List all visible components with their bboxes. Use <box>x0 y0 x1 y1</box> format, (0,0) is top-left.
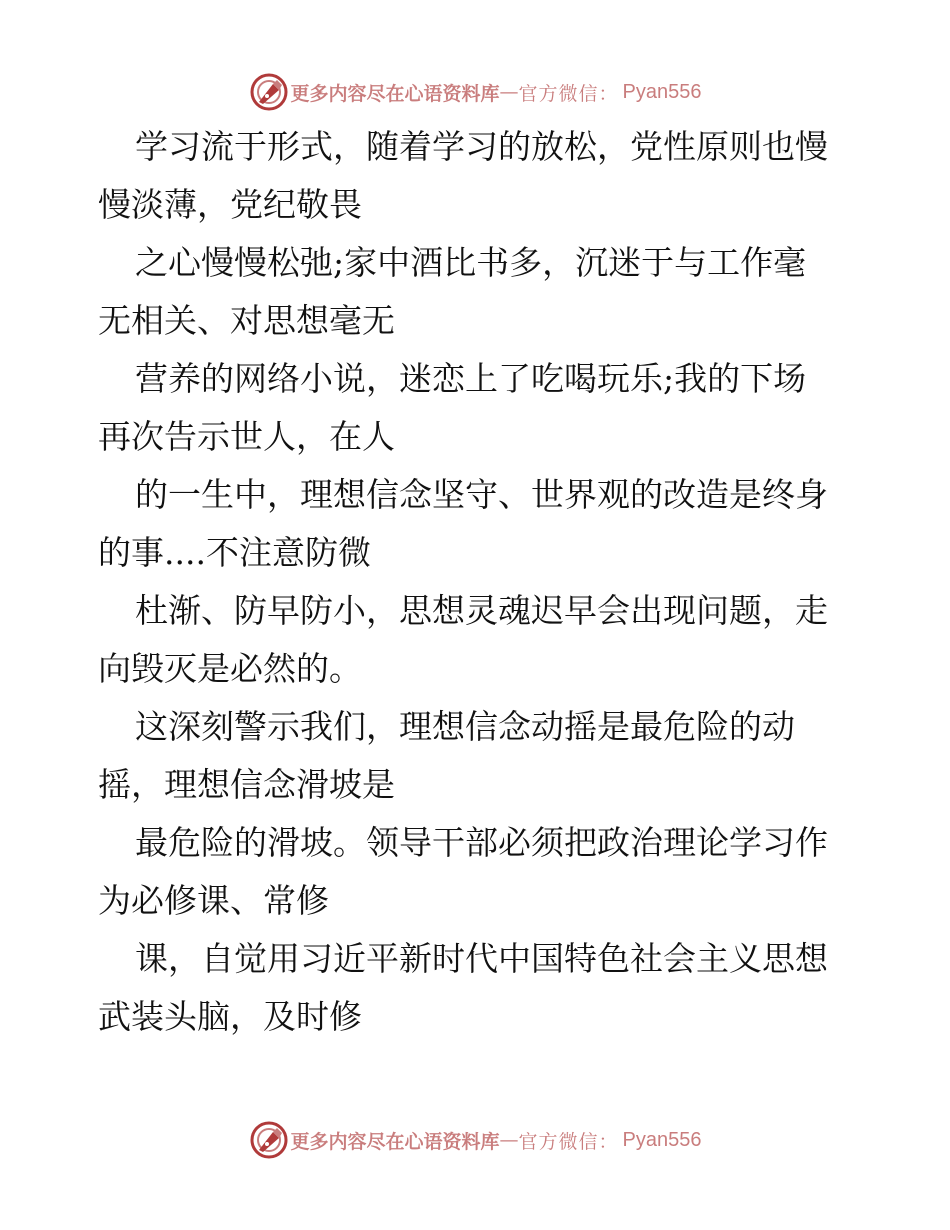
paragraph-line: 之心慢慢松弛;家中酒比书多，沉迷于与工作毫 <box>135 243 807 282</box>
paragraph-line: 的一生中，理想信念坚守、世界观的改造是终身 <box>135 475 828 514</box>
paragraph-line: 课，自觉用习近平新时代中国特色社会主义思想 <box>135 939 828 978</box>
paragraph-1 <box>98 118 858 234</box>
footer-wechat-id: Pyan556 <box>622 1128 702 1151</box>
footer-banner <box>0 1118 950 1162</box>
header-dash: — <box>499 81 519 103</box>
paragraph-line: 慢淡薄，党纪敬畏 <box>98 185 362 224</box>
paragraph-6 <box>98 698 858 814</box>
paragraph-line: 的事....不注意防微 <box>98 533 371 572</box>
pen-nib-logo-icon <box>249 1120 289 1160</box>
paragraph-line: 向毁灭是必然的。 <box>98 649 362 688</box>
paragraph-line: 这深刻警示我们，理想信念动摇是最危险的动 <box>135 707 795 746</box>
paragraph-5 <box>98 582 858 698</box>
paragraph-line: 再次告示世人，在人 <box>98 417 395 456</box>
header-banner <box>0 70 950 114</box>
paragraph-8 <box>98 930 858 1046</box>
paragraph-line: 最危险的滑坡。领导干部必须把政治理论学习作 <box>135 823 828 862</box>
paragraph-line: 学习流于形式，随着学习的放松，党性原则也慢 <box>135 127 828 166</box>
document-body <box>98 118 858 1046</box>
paragraph-line: 杜渐、防早防小，思想灵魂迟早会出现问题，走 <box>135 591 828 630</box>
paragraph-line: 摇，理想信念滑坡是 <box>98 765 395 804</box>
paragraph-line: 武装头脑，及时修 <box>98 997 362 1036</box>
paragraph-line: 无相关、对思想毫无 <box>98 301 395 340</box>
paragraph-line: 为必修课、常修 <box>98 881 329 920</box>
footer-site-text: 更多内容尽在心语资料库 <box>290 1130 500 1153</box>
paragraph-4 <box>98 466 858 582</box>
paragraph-line: 营养的网络小说，迷恋上了吃喝玩乐;我的下场 <box>135 359 807 398</box>
header-wechat-id: Pyan556 <box>622 80 702 103</box>
paragraph-2 <box>98 234 858 350</box>
paragraph-7 <box>98 814 858 930</box>
paragraph-3 <box>98 350 858 466</box>
pen-nib-logo-icon <box>249 72 289 112</box>
header-site-text: 更多内容尽在心语资料库 <box>290 82 500 105</box>
header-wechat-label: 官方微信： <box>518 82 619 105</box>
footer-wechat-label: 官方微信： <box>518 1130 619 1153</box>
footer-dash: — <box>499 1129 519 1151</box>
